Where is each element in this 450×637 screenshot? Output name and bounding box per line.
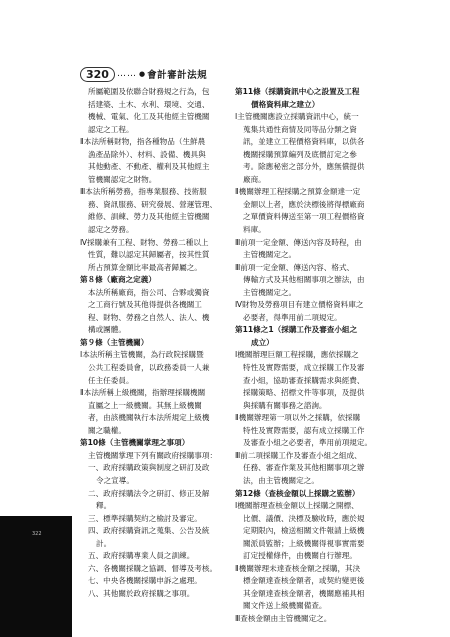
text-line: 釋。 [96,501,112,511]
article-heading: 第９條（主管機關） [80,337,149,347]
text-line: Ⅲ前二項採購工作及審查小組之組成、 [235,450,362,460]
text-line: 定期限內，檢送相關文件報請上級機 [243,526,365,536]
text-line: Ⅱ機關辦理第一項以外之採購，依採購 [235,413,361,423]
text-line: 者，由該機關執行本法所規定上級機 [88,413,210,423]
text-line: 四、政府採購資訊之蒐集、公告及統 [88,526,210,536]
header-dots: …… [116,69,137,79]
text-line: 特性及實際需要，成立採購工作及審 [243,363,365,373]
article-heading: 第11條（採購資訊中心之設置及工程 [235,87,360,96]
text-line: 採購策略、招標文件等事項，及提供 [243,388,365,398]
text-line: 本法所稱廠商，指公司、合夥或獨資 [88,287,210,297]
text-line: 考。除應秘密之部分外，應無償提供 [243,162,365,172]
text-line: Ⅰ主管機關應設立採購資訊中心，統一 [235,112,359,122]
text-line: 料庫。 [243,225,266,235]
article-heading: 第12條（查核金額以上採購之監辦） [235,488,360,498]
text-line: 機關採購預算編列及底價訂定之參 [243,149,357,159]
text-line: 務、資訊服務、研究發展、營運管理、 [88,199,218,209]
text-line: 計。 [96,538,112,548]
text-line: 之單價資料傳送至第一項工程價格資 [243,212,365,222]
text-line: 七、中央各機關採購申訴之處理。 [88,576,202,586]
text-line: 五、政府採購專業人員之訓練。 [88,551,195,561]
text-line: 構或團體。 [88,325,126,335]
text-line: 傳輸方式及其他相關事項之辦法，由 [243,275,365,285]
text-line: 括建築、土木、水利、環境、交通、 [88,99,210,109]
text-line: 任務、審查作業及其他相關事項之辦 [243,463,365,473]
text-line: 公共工程委員會，以政務委員一人兼 [88,363,210,373]
text-line: 令之宣導。 [96,475,134,485]
text-line: 管機關認定之財物。 [88,174,157,184]
text-line: 查小組，協助審查採購需求與經費、 [243,375,365,385]
text-line: 廠商。 [243,174,266,184]
text-line: Ⅱ本法所稱財物，指各種物品（生鮮農 [80,137,206,147]
text-line: 關派員監辦；上級機關得視事實需要 [243,538,365,548]
text-line: Ⅰ本法所稱主管機關，為行政院採購暨 [80,350,204,360]
text-line: 主管機關定之。 [243,287,297,297]
text-line: 維修、訓練、勞力及其他經主管機關 [88,212,210,222]
text-line: 漁產品除外）、材料、設備、機具與 [88,149,206,159]
text-line: 主管機關掌理下列有關政府採購事項： [88,450,218,460]
page-header [80,66,207,82]
text-line: 二、政府採購法令之研訂、修正及解 [88,488,210,498]
text-line: Ⅱ機關辦理工程採購之預算金額達一定 [235,187,361,197]
text-line: 六、各機關採購之協調、督導及考核。 [88,563,218,573]
article-heading: 第11條之1（採購工作及審查小組之 [235,325,358,335]
text-line: 八、其他關於政府採購之事項。 [88,588,195,598]
text-line: Ⅲ本法所稱勞務，指專業服務、技術服 [80,187,207,197]
text-line: 及審查小組之必要者，準用前項規定。 [243,438,373,448]
text-line: Ⅲ前項一定金額、傳送內容、格式、 [235,262,355,272]
text-line: 標金額達查核金額者，或契約變更後 [243,576,365,586]
text-line: 訂定授權條件，由機關自行辦理。 [243,551,357,561]
text-line: 程、財物、勞務之自然人、法人、機 [88,312,210,322]
text-line: 所占預算金額比率最高者歸屬之。 [88,262,202,272]
text-line: 比價、議價、決標及驗收時，應於規 [243,513,365,523]
text-line: 直屬之上一級機關。其無上級機關 [88,400,202,410]
text-line: 機械、電氣、化工及其他經主管機關 [88,112,210,122]
text-line: 其金額達查核金額者，機關應補具相 [243,588,365,598]
text-line: 蒐集共通性商情及同等品分類之資 [243,124,357,134]
text-line: Ⅲ查核金額由主管機關定之。 [235,613,332,623]
text-line: Ⅱ機關辦理未達查核金額之採購，其決 [235,563,361,573]
text-line: 特性及實際需要，認有成立採購工作 [243,425,365,435]
text-line: 關之職權。 [88,425,126,435]
text-line: 必要者，得準用前二項規定。 [243,312,342,322]
article-heading: 第８條（廠商之定義） [80,275,156,285]
text-line: 認定之勞務。 [88,225,134,235]
text-line: Ⅲ前項一定金額、傳送內容及時程，由 [235,237,362,247]
header-bullet-icon: ● [138,70,146,78]
text-line: 認定之工程。 [88,124,134,134]
text-line: Ⅳ採購兼有工程、財物、勞務二種以上 [80,237,209,247]
article-heading: 成立） [251,337,274,347]
text-line: 三、標準採購契約之檢討及審定。 [88,513,202,523]
article-heading: 價格資料庫之建立） [251,99,320,109]
text-line: 之工商行號及其他得提供各機關工 [88,300,202,310]
text-line: 性質，難以認定其歸屬者，按其性質 [88,250,210,260]
text-line: 其他動產、不動產、權利及其他經主 [88,162,210,172]
text-line: Ⅰ機關辦理查核金額以上採購之開標、 [235,501,359,511]
article-heading: 第10條（主管機關掌理之事項） [80,438,190,448]
text-line: 訊，並建立工程價格資料庫，以供各 [243,137,365,147]
text-line: 金額以上者，應於決標後將得標廠商 [243,199,365,209]
page-number: 320 [80,67,115,82]
text-line: 與採購有關事務之諮詢。 [243,400,327,410]
text-line: Ⅳ財物及勞務項目有建立價格資料庫之 [235,300,364,310]
side-tab-number: 322 [32,531,42,537]
book-title: 會計審計法規 [147,70,208,81]
text-line: 任主任委員。 [88,375,134,385]
text-line: 關文件送上級機關備查。 [243,601,327,611]
right-text-column [235,86,387,626]
text-line: 法，由主管機關定之。 [243,475,319,485]
left-text-column [80,86,232,600]
text-line: 一、政府採購政策與制度之研訂及政 [88,463,210,473]
text-line: 主管機關定之。 [243,250,297,260]
text-line: Ⅰ機關辦理巨額工程採購，應依採購之 [235,350,359,360]
text-line: Ⅱ本法所稱上級機關，指辦理採購機關 [80,388,206,398]
text-line: 所屬範圍及依聯合財務規之行為，包 [88,87,210,96]
